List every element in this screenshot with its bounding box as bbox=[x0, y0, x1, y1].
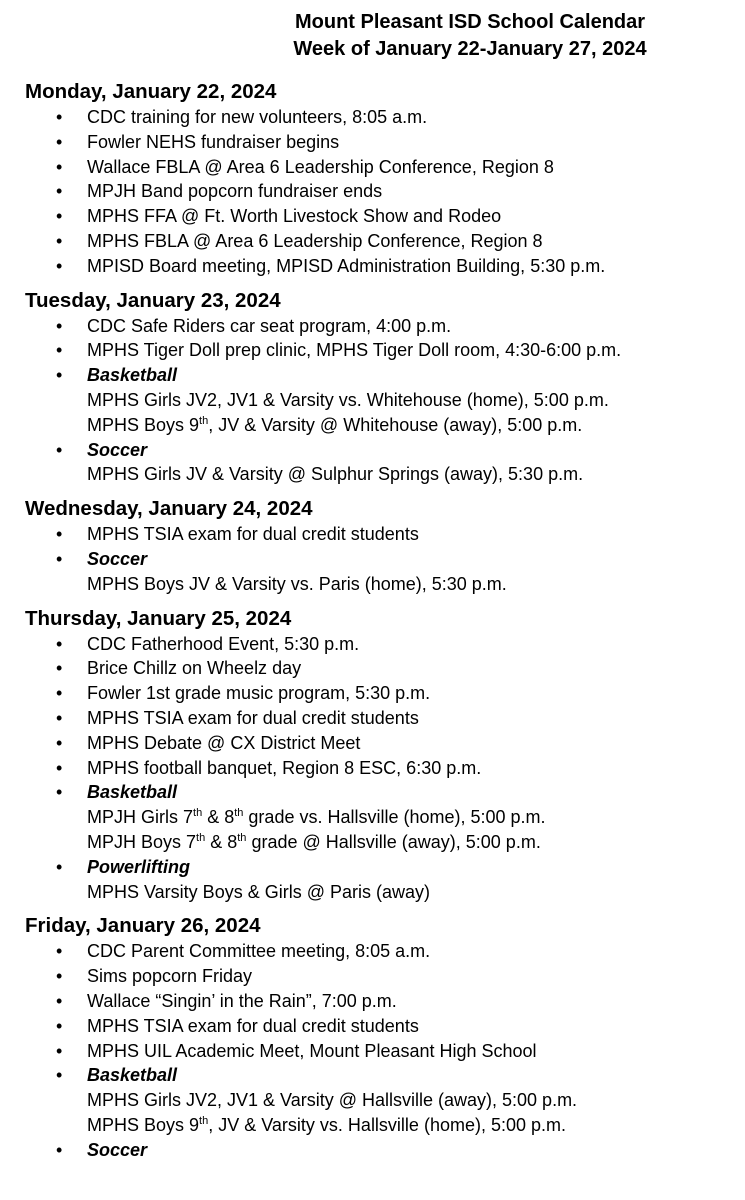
event-text: MPJH Girls 7 bbox=[87, 807, 194, 828]
event-detail bbox=[87, 1113, 737, 1138]
event-text: Brice Chillz on Wheelz day bbox=[87, 658, 302, 679]
calendar-title-line1: Mount Pleasant ISD School Calendar bbox=[294, 11, 646, 33]
event-item bbox=[25, 179, 737, 204]
category-label: Soccer bbox=[87, 439, 148, 460]
event-item bbox=[25, 338, 737, 363]
event-item bbox=[25, 706, 737, 731]
event-item bbox=[25, 681, 737, 706]
event-text: MPHS football banquet, Region 8 ESC, 6:30 p.m. bbox=[87, 757, 482, 778]
event-item bbox=[25, 756, 737, 781]
event-item bbox=[25, 155, 737, 180]
bullet-icon: • bbox=[56, 206, 63, 227]
event-text: MPHS Girls JV2, JV1 & Varsity @ Hallsville (away), 5:00 p.m. bbox=[87, 1090, 578, 1111]
bullet-icon: • bbox=[56, 439, 63, 460]
bullet-icon: • bbox=[56, 181, 63, 202]
category-label: Soccer bbox=[87, 1139, 148, 1160]
event-text: Fowler 1st grade music program, 5:30 p.m. bbox=[87, 683, 431, 704]
event-text: MPHS Boys 9 bbox=[87, 1114, 200, 1135]
day-section bbox=[25, 606, 737, 905]
ordinal-suffix: th bbox=[193, 807, 203, 820]
bullet-icon: • bbox=[56, 131, 63, 152]
event-detail bbox=[87, 413, 737, 438]
bullet-icon: • bbox=[56, 1065, 63, 1086]
event-item bbox=[25, 1039, 737, 1064]
event-category bbox=[25, 547, 737, 597]
bullet-icon: • bbox=[56, 966, 63, 987]
event-detail bbox=[87, 1088, 737, 1113]
event-category bbox=[25, 1138, 737, 1163]
bullet-icon: • bbox=[56, 732, 63, 753]
ordinal-suffix: th bbox=[199, 414, 209, 427]
event-text: CDC Safe Riders car seat program, 4:00 p.m. bbox=[87, 315, 452, 336]
bullet-icon: • bbox=[56, 633, 63, 654]
event-item bbox=[25, 964, 737, 989]
category-label: Basketball bbox=[87, 1065, 178, 1086]
category-label: Powerlifting bbox=[87, 856, 190, 877]
bullet-icon: • bbox=[56, 1139, 63, 1160]
event-item bbox=[25, 229, 737, 254]
event-text: , JV & Varsity @ Whitehouse (away), 5:00 p.m. bbox=[208, 414, 583, 435]
bullet-icon: • bbox=[56, 548, 63, 569]
category-label: Basketball bbox=[87, 365, 178, 386]
event-category bbox=[25, 1063, 737, 1137]
bullet-icon: • bbox=[56, 255, 63, 276]
event-text: MPHS TSIA exam for dual credit students bbox=[87, 707, 419, 728]
bullet-icon: • bbox=[56, 315, 63, 336]
event-text: grade @ Hallsville (away), 5:00 p.m. bbox=[246, 831, 541, 852]
event-text: MPHS Debate @ CX District Meet bbox=[87, 732, 361, 753]
ordinal-suffix: th bbox=[196, 831, 206, 844]
bullet-icon: • bbox=[56, 1040, 63, 1061]
bullet-icon: • bbox=[56, 856, 63, 877]
event-text: MPHS Tiger Doll prep clinic, MPHS Tiger Doll room, 4:30-6:00 p.m. bbox=[87, 340, 622, 361]
bullet-icon: • bbox=[56, 365, 63, 386]
event-text: Wallace “Singin’ in the Rain”, 7:00 p.m. bbox=[87, 990, 397, 1011]
bullet-icon: • bbox=[56, 707, 63, 728]
event-text: Sims popcorn Friday bbox=[87, 966, 253, 987]
event-detail bbox=[87, 830, 737, 855]
event-item bbox=[25, 939, 737, 964]
event-text: MPHS FBLA @ Area 6 Leadership Conference, Region 8 bbox=[87, 230, 543, 251]
bullet-icon: • bbox=[56, 340, 63, 361]
event-text: MPISD Board meeting, MPISD Administration Building, 5:30 p.m. bbox=[87, 255, 606, 276]
event-item bbox=[25, 522, 737, 547]
bullet-icon: • bbox=[56, 156, 63, 177]
day-heading: Wednesday, January 24, 2024 bbox=[25, 497, 313, 521]
day-heading: Monday, January 22, 2024 bbox=[25, 80, 277, 103]
calendar-body bbox=[25, 79, 737, 1171]
event-text: MPJH Band popcorn fundraiser ends bbox=[87, 181, 383, 202]
event-text: CDC training for new volunteers, 8:05 a.m. bbox=[87, 107, 428, 127]
event-text: Wallace FBLA @ Area 6 Leadership Conference, Region 8 bbox=[87, 156, 554, 177]
bullet-icon: • bbox=[56, 230, 63, 251]
bullet-icon: • bbox=[56, 941, 63, 962]
bullet-icon: • bbox=[56, 782, 63, 803]
bullet-icon: • bbox=[56, 990, 63, 1011]
event-text: CDC Fatherhood Event, 5:30 p.m. bbox=[87, 633, 360, 654]
day-section bbox=[25, 913, 737, 1162]
ordinal-suffix: th bbox=[234, 807, 244, 820]
event-detail bbox=[87, 388, 737, 413]
bullet-icon: • bbox=[56, 683, 63, 704]
event-item bbox=[25, 105, 737, 130]
ordinal-suffix: th bbox=[237, 831, 247, 844]
event-text: MPHS Varsity Boys & Girls @ Paris (away) bbox=[87, 881, 430, 902]
event-text: MPHS UIL Academic Meet, Mount Pleasant High School bbox=[87, 1040, 537, 1061]
event-text: & 8 bbox=[202, 807, 235, 828]
event-category bbox=[25, 855, 737, 905]
event-item bbox=[25, 656, 737, 681]
category-label: Basketball bbox=[87, 782, 178, 803]
bullet-icon: • bbox=[56, 658, 63, 679]
event-item bbox=[25, 1014, 737, 1039]
bullet-icon: • bbox=[56, 1015, 63, 1036]
event-item bbox=[25, 632, 737, 657]
event-text: MPHS Boys 9 bbox=[87, 414, 200, 435]
day-heading: Tuesday, January 23, 2024 bbox=[25, 288, 281, 312]
ordinal-suffix: th bbox=[199, 1114, 209, 1127]
event-category bbox=[25, 438, 737, 488]
event-detail bbox=[87, 880, 737, 905]
event-category bbox=[25, 780, 737, 854]
event-text: MPHS Girls JV & Varsity @ Sulphur Springs (away), 5:30 p.m. bbox=[87, 464, 584, 485]
bullet-icon: • bbox=[56, 757, 63, 778]
event-text: MPHS TSIA exam for dual credit students bbox=[87, 1015, 419, 1036]
event-item bbox=[25, 731, 737, 756]
event-item bbox=[25, 130, 737, 155]
day-section bbox=[25, 496, 737, 596]
event-item bbox=[25, 254, 737, 279]
event-detail bbox=[87, 572, 737, 597]
bullet-icon: • bbox=[56, 107, 63, 127]
calendar-title bbox=[250, 9, 690, 63]
event-text: MPJH Boys 7 bbox=[87, 831, 197, 852]
event-text: grade vs. Hallsville (home), 5:00 p.m. bbox=[243, 807, 546, 828]
event-text: Fowler NEHS fundraiser begins bbox=[87, 131, 340, 152]
event-category bbox=[25, 363, 737, 437]
day-heading: Thursday, January 25, 2024 bbox=[25, 606, 292, 630]
category-label: Soccer bbox=[87, 548, 148, 569]
event-text: MPHS Girls JV2, JV1 & Varsity vs. Whitehouse (home), 5:00 p.m. bbox=[87, 389, 609, 410]
event-text: MPHS FFA @ Ft. Worth Livestock Show and Rodeo bbox=[87, 206, 502, 227]
event-detail bbox=[87, 462, 737, 487]
event-text: MPHS TSIA exam for dual credit students bbox=[87, 524, 419, 545]
event-item bbox=[25, 314, 737, 339]
event-item bbox=[25, 989, 737, 1014]
event-text: CDC Parent Committee meeting, 8:05 a.m. bbox=[87, 941, 431, 962]
day-heading: Friday, January 26, 2024 bbox=[25, 914, 261, 938]
event-text: MPHS Boys JV & Varsity vs. Paris (home), 5:30 p.m. bbox=[87, 573, 507, 594]
day-section bbox=[25, 288, 737, 488]
bullet-icon: • bbox=[56, 524, 63, 545]
event-text: , JV & Varsity vs. Hallsville (home), 5:00 p.m. bbox=[208, 1114, 567, 1135]
event-item bbox=[25, 204, 737, 229]
event-detail bbox=[87, 805, 737, 830]
calendar-title-line2: Week of January 22-January 27, 2024 bbox=[293, 38, 647, 60]
day-section bbox=[25, 79, 737, 279]
event-text: & 8 bbox=[205, 831, 238, 852]
